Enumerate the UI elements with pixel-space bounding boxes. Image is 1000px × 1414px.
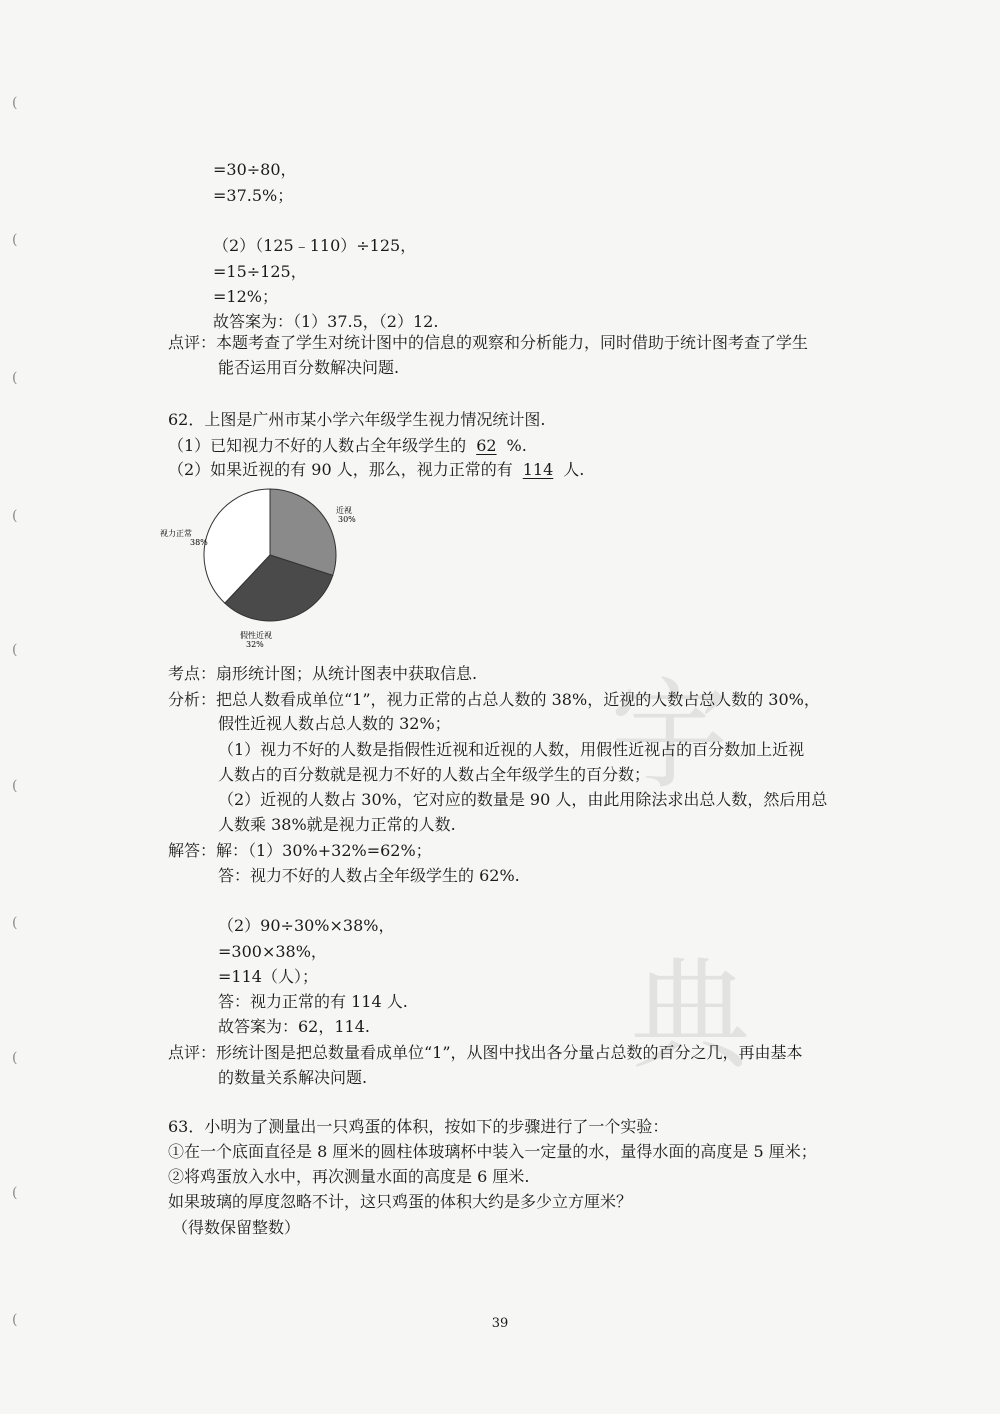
text-line: =114（人）；	[218, 967, 318, 986]
text-line: 人数乘 38%就是视力正常的人数.	[218, 815, 456, 834]
text-line: 故答案为：（1）37.5，（2）12.	[213, 312, 439, 331]
text-line: 答：视力不好的人数占全年级学生的 62%.	[218, 866, 520, 885]
margin-mark: (	[12, 370, 18, 386]
comment-line: 能否运用百分数解决问题.	[218, 358, 400, 377]
text-line: 答：视力正常的有 114 人.	[218, 992, 408, 1011]
slice-label-myopia: 近视	[336, 506, 352, 515]
text-line: 假性近视人数占总人数的 32%；	[218, 714, 451, 733]
margin-mark: (	[12, 915, 18, 931]
text-line: （2）90÷30%×38%，	[218, 916, 395, 935]
text: （2）如果近视的有 90 人，那么，视力正常的有	[168, 460, 513, 479]
margin-mark: (	[12, 1050, 18, 1066]
margin-mark: (	[12, 642, 18, 658]
margin-mark: (	[12, 1185, 18, 1201]
margin-mark: (	[12, 778, 18, 794]
page-number: 39	[491, 1316, 509, 1331]
question-62-part1	[168, 436, 527, 456]
margin-mark: (	[12, 508, 18, 524]
text-line: =30÷80，	[213, 160, 297, 179]
text-line: =37.5%；	[213, 186, 294, 205]
text-line: 如果玻璃的厚度忽略不计，这只鸡蛋的体积大约是多少立方厘米？	[168, 1192, 633, 1211]
question-62-part2	[168, 460, 584, 480]
comment-line: 点评：形统计图是把总数量看成单位“1”，从图中找出各分量占总数的百分之几，再由基本	[168, 1043, 803, 1062]
margin-mark: (	[12, 232, 18, 248]
slice-label-normal: 视力正常	[160, 529, 192, 538]
text: %.	[506, 436, 527, 455]
text-line: 考点：扇形统计图；从统计图表中获取信息.	[168, 664, 478, 683]
text-line: （得数保留整数）	[172, 1218, 301, 1237]
text-line: 故答案为：62，114.	[218, 1017, 370, 1036]
text-line: （2）（125﹣110）÷125，	[213, 236, 417, 255]
text-line: 分析：把总人数看成单位“1”，视力正常的占总人数的 38%，近视的人数占总人数的 30%，	[168, 690, 820, 709]
text-line: ①在一个底面直径是 8 厘米的圆柱体玻璃杯中装入一定量的水，量得水面的高度是 5 厘米；	[168, 1142, 817, 1161]
slice-label-pseudo-myopia: 假性近视	[240, 631, 272, 640]
question-63-title: 63．小明为了测量出一只鸡蛋的体积，按如下的步骤进行了一个实验：	[168, 1117, 669, 1136]
text-line: =300×38%，	[218, 942, 327, 961]
text-line: （1）视力不好的人数是指假性近视和近视的人数，用假性近视占的百分数加上近视	[218, 740, 805, 759]
margin-mark: (	[12, 1312, 18, 1328]
text-line: 人数占的百分数就是视力不好的人数占全年级学生的百分数；	[218, 765, 651, 784]
text-line: （2）近视的人数占 30%，它对应的数量是 90 人，由此用除法求出总人数，然后用总	[218, 790, 828, 809]
slice-pct-normal: 38%	[190, 538, 208, 547]
text-line: =12%；	[213, 287, 278, 306]
answer-blank: 62	[476, 436, 497, 455]
question-62-title: 62．上图是广州市某小学六年级学生视力情况统计图.	[168, 410, 546, 429]
vision-pie-chart	[160, 490, 356, 650]
comment-line: 的数量关系解决问题.	[218, 1068, 368, 1087]
answer-blank: 114	[522, 460, 554, 479]
watermark-char-1: 宇	[610, 667, 730, 806]
text-line: 解答：解：（1）30%+32%=62%；	[168, 841, 432, 860]
text: （1）已知视力不好的人数占全年级学生的	[168, 436, 467, 455]
watermark-char-2: 典	[630, 947, 750, 1086]
text: 人.	[563, 460, 585, 479]
text-line: =15÷125，	[213, 262, 307, 281]
comment-line: 点评：本题考查了学生对统计图中的信息的观察和分析能力，同时借助于统计图考查了学生	[168, 333, 809, 352]
margin-mark: (	[12, 95, 18, 111]
slice-pct-myopia: 30%	[338, 515, 356, 524]
text-line: ②将鸡蛋放入水中，再次测量水面的高度是 6 厘米.	[168, 1167, 530, 1186]
slice-pct-pseudo-myopia: 32%	[246, 640, 264, 649]
